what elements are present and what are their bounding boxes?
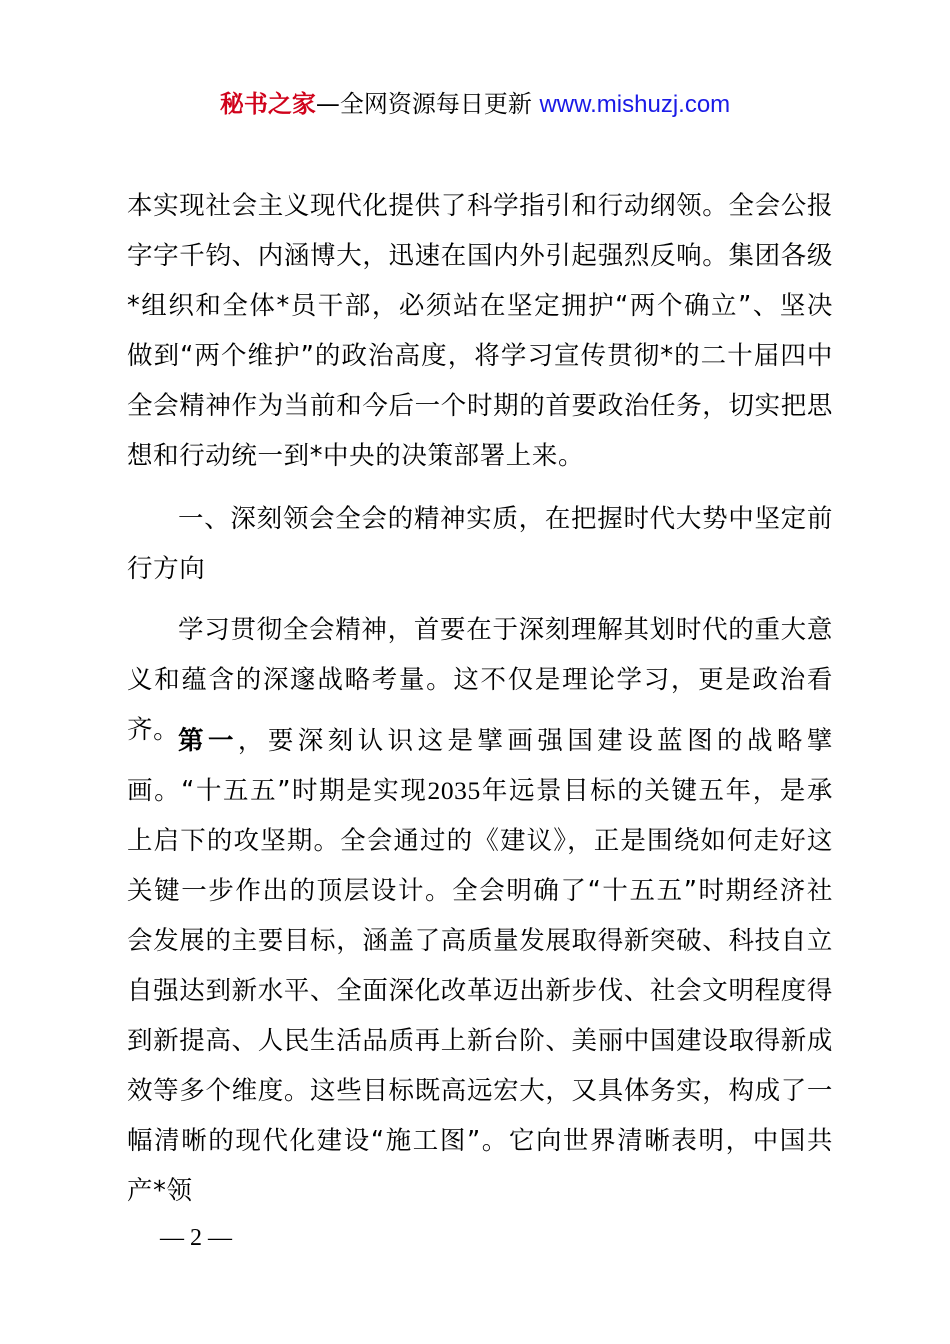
section-heading-1: 一、深刻领会全会的精神实质，在把握时代大势中坚定前行方向 [127,504,833,584]
website-link[interactable]: www.mishuzj.com [539,91,731,118]
paragraph-intro: 本实现社会主义现代化提供了科学指引和行动纲领。全会公报字字千钧、内涵博大，迅速在国内外引起强烈反响。集团各级*组织和全体*员干部，必须站在坚定拥护“两个确立”、坚决做到“两个维护”的政治高度，将学习宣传贯彻*的二十届四中全会精神作为当前和今后一个时期的首要政治任务，切实把思想和行动统一到*中央的决策部署上来。 [127,191,833,471]
paragraph-understanding: 学习贯彻全会精神，首要在于深刻理解其划时代的重大意义和蕴含的深邃战略考量。这不仅是理论学习，更是政治看齐。 [127,615,833,745]
paragraph-first-point [127,716,833,1216]
page-number: — 2 — [160,1225,232,1251]
point-label-first: 第一 [178,726,238,756]
first-point-text-b: 年远景目标的关键五年，是承上启下的攻坚期。全会通过的《建议》，正是围绕如何走好这关键一步作出的顶层设计。全会明确了“十五五”时期经济社会发展的主要目标，涵盖了高质量发展取得新突破、科技自立自强达到新水平、全面深化改革迈出新步伐、社会文明程度得到新提高、人民生活品质再上新台阶、美丽中国建设取得新成效等多个维度。这些目标既高远宏大，又具体务实，构成了一幅清晰的现代化建设“施工图”。它向世界清晰表明，中国共产*领 [127,776,833,1206]
page-header [0,86,950,123]
brand-name: 秘书之家 [219,90,316,118]
target-year: 2035 [427,776,481,805]
first-point-text-a: ，要深刻认识这是擘画强国建设蓝图的战略擘画。“十五五”时期是实现 [127,726,833,806]
header-tagline: —全网资源每日更新 [315,90,532,118]
